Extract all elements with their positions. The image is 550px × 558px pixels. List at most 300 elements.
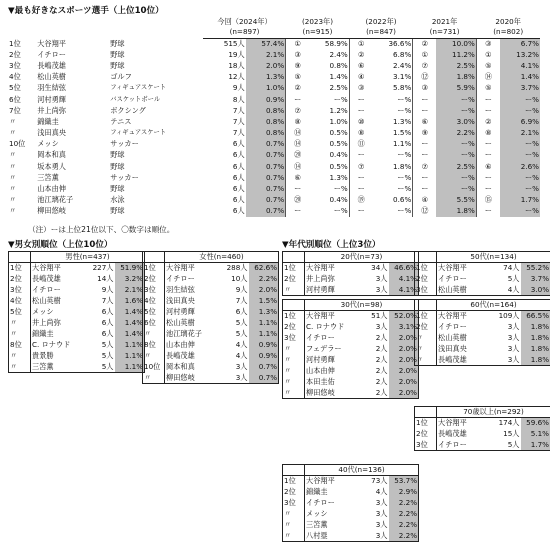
pct-cell: ー%	[397, 150, 412, 160]
rank-cell: 5位	[143, 307, 165, 318]
sport-cell: テニス	[110, 116, 132, 126]
table-row	[283, 487, 419, 498]
pct-cell: 0.5%	[329, 139, 348, 149]
table-row	[415, 333, 550, 344]
pct-cell: 1.3%	[249, 307, 279, 318]
count-cell: 3人	[375, 498, 388, 507]
pct-cell: 0.5%	[329, 161, 348, 171]
name-cell: 羽生結弦	[37, 83, 66, 93]
name-cell: 浅田真央	[166, 296, 195, 305]
pct-cell: 1.1%	[393, 139, 412, 149]
ranking-table	[8, 251, 145, 373]
ranking-table	[142, 251, 279, 384]
pct-cell: 3.1%	[393, 72, 412, 82]
count-cell: 19人	[228, 49, 245, 59]
rank-cell: 3位	[283, 333, 305, 344]
name-cell: 大谷翔平	[32, 263, 61, 273]
pct-cell: ー%	[500, 105, 540, 116]
name-cell: フェデラー	[306, 344, 342, 353]
count-cell: 6人	[232, 139, 245, 149]
rank-circle-cell: ③	[476, 38, 500, 49]
table-row	[8, 139, 540, 150]
pct-cell: 1.5%	[249, 296, 279, 307]
header-blank	[415, 252, 437, 263]
rank-circle-cell: ③	[349, 83, 373, 94]
pct-cell: 10.0%	[436, 38, 476, 49]
rank-cell: 4位	[9, 296, 31, 307]
rank-circle-cell: ー	[476, 150, 500, 161]
ranking-table	[414, 299, 550, 366]
sport-cell: ゴルフ	[110, 72, 132, 82]
pct-cell: 0.7%	[246, 183, 286, 194]
pct-cell: 3.2%	[115, 274, 145, 285]
header-n-current: (n=897)	[203, 27, 285, 38]
rank-circle-cell: ④	[349, 72, 373, 83]
rank-circle-cell: ー	[349, 150, 373, 161]
rank-circle-cell: ー	[413, 139, 437, 150]
rank-cell: 2位	[415, 429, 437, 440]
rank-circle-cell: ③	[286, 49, 310, 60]
sport-cell: バスケットボール	[110, 95, 161, 103]
table-header: 60代(n=164)	[437, 300, 550, 311]
table-row	[283, 498, 419, 509]
pct-cell: 2.1%	[115, 285, 145, 296]
rank-cell: 10位	[9, 139, 26, 149]
name-cell: イチロー	[306, 333, 335, 342]
header-blank	[36, 16, 109, 27]
rank-cell: 1位	[143, 263, 165, 274]
table-row	[283, 366, 419, 377]
pct-cell: 6.7%	[500, 38, 540, 49]
name-cell: 長嶋茂雄	[438, 429, 467, 438]
pct-cell: 0.7%	[246, 150, 286, 161]
count-cell: 7人	[101, 296, 114, 305]
table-row	[8, 206, 540, 217]
pct-cell: 1.7%	[500, 195, 540, 206]
rank-circle-cell: ⑭	[476, 72, 500, 83]
header-blank	[415, 300, 437, 311]
count-cell: 5人	[235, 318, 248, 327]
table-row	[143, 263, 279, 274]
rank-circle-cell: ー	[413, 105, 437, 116]
sport-cell: 野球	[110, 49, 125, 59]
pct-cell: 6.8%	[393, 49, 412, 59]
rank-cell: 1位	[415, 418, 437, 429]
count-cell: 4人	[235, 340, 248, 349]
rank-circle-cell: ⑤	[476, 60, 500, 71]
pct-cell: ー%	[500, 172, 540, 183]
table-header: 50代(n=134)	[437, 252, 550, 263]
name-cell: 錦織圭	[37, 116, 59, 126]
pct-cell: 1.8%	[521, 344, 550, 355]
pct-cell: 2.0%	[389, 333, 419, 344]
pct-cell: ー%	[500, 183, 540, 194]
pct-cell: 11.2%	[436, 49, 476, 60]
rank-cell: 〃	[283, 509, 305, 520]
count-cell: 2人	[375, 366, 388, 375]
count-cell: 51人	[371, 311, 388, 321]
pct-cell: 1.1%	[249, 318, 279, 329]
name-cell: イチロー	[37, 49, 66, 59]
count-cell: 5人	[235, 329, 248, 338]
name-cell: イチロー	[306, 498, 335, 507]
table-row	[9, 285, 145, 296]
name-cell: 長嶋茂雄	[437, 355, 495, 366]
rank-cell: 2位	[283, 322, 305, 333]
pct-cell: 3.1%	[389, 322, 419, 333]
count-cell: 515人	[223, 38, 245, 48]
pct-cell: 4.1%	[500, 60, 540, 71]
pct-cell: 2.0%	[389, 344, 419, 355]
count-cell: 74人	[503, 263, 520, 273]
pct-cell: 0.8%	[246, 116, 286, 127]
name-cell: 岡本和真	[37, 150, 66, 160]
sport-cell: フィギュアスケート	[110, 129, 167, 137]
count-cell: 3人	[375, 322, 388, 331]
sport-cell: 野球	[110, 150, 125, 160]
count-cell: 9人	[232, 83, 245, 93]
count-cell: 7人	[232, 116, 245, 126]
table-row	[9, 362, 145, 373]
rank-cell: 〃	[9, 150, 17, 160]
pct-cell: 0.8%	[246, 128, 286, 139]
pct-cell: 2.5%	[436, 161, 476, 172]
count-cell: 6人	[235, 307, 248, 316]
rank-circle-cell: ⑳	[286, 150, 310, 161]
table-row	[415, 440, 550, 451]
pct-cell: 5.5%	[436, 195, 476, 206]
table-row	[283, 274, 419, 285]
pct-cell: 66.5%	[521, 311, 550, 322]
name-cell: 河村勇輝	[306, 355, 335, 364]
rank-circle-cell: ⑦	[413, 161, 437, 172]
rank-cell: 4位	[9, 72, 21, 82]
rank-cell: 2位	[143, 274, 165, 285]
pct-cell: 0.8%	[329, 60, 348, 70]
rank-cell: 3位	[283, 498, 305, 509]
table-row	[143, 318, 279, 329]
count-cell: 6人	[232, 161, 245, 171]
pct-cell: ー%	[436, 105, 476, 116]
name-cell: 柳田悠岐	[165, 373, 223, 384]
ranking-table	[414, 251, 550, 296]
pct-cell: ー%	[500, 206, 540, 217]
name-cell: イチロー	[438, 322, 467, 331]
pct-cell: 0.6%	[393, 195, 412, 205]
rank-cell: 4位	[143, 296, 165, 307]
count-cell: 4人	[495, 285, 521, 296]
table-row	[9, 274, 145, 285]
table-row	[8, 183, 540, 194]
header-n-2020: (n=802)	[476, 27, 540, 38]
pct-cell: 1.8%	[521, 333, 550, 344]
count-cell: 6人	[101, 318, 114, 327]
count-cell: 6人	[101, 329, 114, 338]
table-row	[9, 307, 145, 318]
rank-cell: 〃	[143, 329, 165, 340]
pct-cell: 0.7%	[249, 362, 279, 373]
pct-cell: 1.8%	[393, 161, 412, 171]
table-row	[143, 373, 279, 384]
rank-circle-cell: ー	[286, 183, 310, 194]
name-cell: 大谷翔平	[166, 263, 195, 273]
table-row	[9, 263, 145, 274]
count-cell: 3人	[375, 274, 388, 283]
rank-circle-cell: ②	[413, 38, 437, 49]
table-row	[283, 311, 419, 322]
pct-cell: 2.0%	[389, 377, 419, 388]
rank-cell: 2位	[283, 274, 305, 285]
name-cell: 山本由伸	[306, 366, 335, 375]
name-cell: 松山英樹	[37, 72, 66, 82]
rank-cell: 〃	[9, 172, 17, 182]
rank-cell: 2位	[415, 274, 437, 285]
name-cell: 松山英樹	[437, 285, 495, 296]
count-cell: 288人	[226, 263, 248, 273]
ranking-table	[282, 464, 419, 542]
pct-cell: 1.8%	[436, 206, 476, 217]
pct-cell: 51.9%	[115, 263, 145, 274]
name-cell: 井上尚弥	[37, 105, 66, 115]
pct-cell: 2.2%	[436, 128, 476, 139]
rank-cell: 〃	[283, 388, 305, 399]
count-cell: 5人	[89, 362, 115, 373]
count-cell: 6人	[232, 184, 245, 194]
rank-cell: 〃	[143, 351, 165, 362]
count-cell: 3人	[507, 344, 520, 353]
pct-cell: 1.4%	[329, 72, 348, 82]
table-row	[283, 531, 419, 542]
table-row	[8, 38, 540, 49]
pct-cell: ー%	[436, 172, 476, 183]
rank-circle-cell: ー	[349, 183, 373, 194]
table-row	[415, 418, 550, 429]
rank-cell: 1位	[283, 311, 305, 322]
rank-cell: 〃	[9, 318, 31, 329]
pct-cell: ー%	[397, 105, 412, 115]
rank-cell: 3位	[415, 285, 437, 296]
table-row	[9, 340, 145, 351]
pct-cell: 2.5%	[329, 83, 348, 93]
pct-cell: 0.7%	[246, 161, 286, 172]
sport-cell: 野球	[110, 184, 125, 194]
pct-cell: 2.5%	[436, 60, 476, 71]
rank-circle-cell: ⑦	[413, 60, 437, 71]
table-row	[283, 263, 419, 274]
rank-cell: 〃	[9, 362, 31, 373]
table-row	[415, 429, 550, 440]
table-row	[283, 355, 419, 366]
pct-cell: 1.7%	[521, 440, 550, 451]
name-cell: 錦織圭	[32, 329, 54, 338]
header-n-2022: (n=847)	[349, 27, 413, 38]
table-row	[415, 344, 550, 355]
table-row	[415, 311, 550, 322]
rank-circle-cell: ⑮	[476, 195, 500, 206]
table-row	[283, 476, 419, 487]
rank-cell: 1位	[283, 263, 305, 274]
pct-cell: 2.0%	[389, 366, 419, 377]
pct-cell: 1.2%	[329, 105, 348, 115]
rank-circle-cell: ⑥	[476, 161, 500, 172]
rank-cell: 〃	[283, 377, 305, 388]
pct-cell: 1.0%	[246, 83, 286, 94]
rank-circle-cell: ー	[413, 172, 437, 183]
rank-circle-cell: ー	[476, 139, 500, 150]
pct-cell: 57.4%	[246, 38, 286, 49]
pct-cell: 1.6%	[115, 296, 145, 307]
pct-cell: 1.1%	[115, 351, 145, 362]
pct-cell: 2.4%	[393, 60, 412, 70]
rank-cell: 2位	[9, 49, 21, 59]
rank-circle-cell: ④	[413, 195, 437, 206]
name-cell: 河村勇輝	[305, 285, 363, 296]
pct-cell: 59.6%	[521, 418, 550, 429]
rank-cell: 〃	[415, 333, 437, 344]
table-row	[415, 355, 550, 366]
name-cell: 山本由伸	[37, 184, 66, 194]
pct-cell: 2.0%	[246, 60, 286, 71]
count-cell: 5人	[507, 274, 520, 283]
rank-cell: 〃	[9, 161, 17, 171]
rank-circle-cell: ②	[286, 83, 310, 94]
sport-cell: 野球	[110, 161, 125, 171]
rank-circle-cell: ー	[476, 172, 500, 183]
rank-cell: 8位	[143, 340, 165, 351]
rank-circle-cell: ②	[476, 116, 500, 127]
rank-circle-cell: ①	[413, 49, 437, 60]
rank-cell: 1位	[415, 311, 437, 322]
rank-circle-cell: ⑤	[476, 83, 500, 94]
header-blank	[283, 300, 305, 311]
header-blank	[283, 465, 305, 476]
rank-circle-cell: ⑦	[286, 105, 310, 116]
name-cell: 河村勇輝	[37, 94, 66, 104]
rank-cell: 2位	[283, 487, 305, 498]
table-row	[8, 195, 540, 206]
rank-circle-cell: ー	[476, 94, 500, 105]
header-blank	[8, 27, 36, 38]
rank-cell: 6位	[9, 94, 21, 104]
rank-cell: 2位	[415, 322, 437, 333]
name-cell: 大谷翔平	[438, 418, 467, 428]
count-cell: 6人	[232, 172, 245, 182]
pct-cell: ー%	[436, 150, 476, 161]
sport-cell: 野球	[110, 38, 125, 48]
rank-circle-cell: ②	[349, 49, 373, 60]
rank-circle-cell: ⑫	[413, 206, 437, 217]
rank-cell: 〃	[9, 128, 17, 138]
count-cell: 4人	[235, 351, 248, 360]
rank-circle-cell: ⑦	[349, 161, 373, 172]
count-cell: 227人	[92, 263, 114, 273]
count-cell: 2人	[375, 377, 388, 386]
count-cell: 7人	[232, 105, 245, 115]
count-cell: 12人	[228, 72, 245, 82]
pct-cell: 2.4%	[329, 49, 348, 59]
rank-circle-cell: ⑭	[286, 139, 310, 150]
count-cell: 9人	[235, 285, 248, 294]
count-cell: 6人	[232, 195, 245, 205]
pct-cell: 0.7%	[246, 206, 286, 217]
rank-circle-cell: ー	[286, 94, 310, 105]
count-cell: 14人	[97, 274, 114, 283]
name-cell: 柳田悠岐	[305, 388, 363, 399]
rank-cell: 5位	[9, 307, 31, 318]
name-cell: 河村勇輝	[166, 307, 195, 316]
sport-cell: 野球	[110, 206, 125, 216]
pct-cell: ー%	[436, 139, 476, 150]
rank-circle-cell: ⑭	[286, 128, 310, 139]
name-cell: C. ロナウド	[306, 322, 345, 331]
name-cell: 羽生結弦	[166, 285, 195, 294]
rank-circle-cell: ⑥	[413, 116, 437, 127]
count-cell: 2人	[375, 355, 388, 364]
gender-title: ▼男女別順位（上位10位）	[8, 240, 113, 250]
header-blank	[36, 27, 109, 38]
pct-cell: 5.9%	[436, 83, 476, 94]
name-cell: 貴景勝	[32, 351, 54, 360]
table-row	[8, 161, 540, 172]
name-cell: イチロー	[166, 274, 195, 283]
pct-cell: 2.2%	[389, 509, 419, 520]
table-header: 40代(n=136)	[305, 465, 419, 476]
ranking-table	[282, 251, 419, 296]
rank-circle-cell: ー	[349, 172, 373, 183]
pct-cell: ー%	[397, 172, 412, 182]
name-cell: 浅田真央	[438, 344, 467, 353]
name-cell: 長嶋茂雄	[37, 60, 66, 70]
name-cell: 長嶋茂雄	[32, 274, 61, 283]
name-cell: 錦織圭	[306, 487, 328, 496]
name-cell: 松山英樹	[166, 318, 195, 327]
name-cell: メッシ	[32, 307, 54, 316]
pct-cell: ー%	[333, 184, 348, 194]
pct-cell: 2.2%	[249, 274, 279, 285]
pct-cell: 52.0%	[389, 311, 419, 322]
pct-cell: 13.2%	[500, 49, 540, 60]
count-cell: 73人	[371, 476, 388, 486]
rank-circle-cell: ⑫	[413, 72, 437, 83]
name-cell: 三笘薫	[306, 520, 328, 529]
pct-cell: 3.0%	[521, 285, 550, 296]
rank-circle-cell: ⑥	[349, 60, 373, 71]
pct-cell: 62.6%	[249, 263, 279, 274]
name-cell: 長嶋茂雄	[166, 351, 195, 360]
rank-cell: 〃	[9, 206, 17, 216]
rank-circle-cell: ⑭	[286, 161, 310, 172]
name-cell: 八村塁	[305, 531, 363, 542]
rank-circle-cell: ー	[413, 183, 437, 194]
rank-circle-cell: ー	[286, 206, 310, 217]
table-row	[8, 172, 540, 183]
rank-cell: 1位	[283, 476, 305, 487]
rank-circle-cell: ー	[413, 150, 437, 161]
name-cell: 岡本和真	[166, 362, 195, 371]
sport-cell: サッカー	[110, 139, 139, 149]
count-cell: 10人	[231, 274, 248, 283]
pct-cell: 2.2%	[389, 520, 419, 531]
header-n-2023: (n=915)	[286, 27, 350, 38]
table-row	[8, 128, 540, 139]
name-cell: 井上尚弥	[32, 318, 61, 327]
pct-cell: 1.3%	[246, 72, 286, 83]
pct-cell: 58.9%	[324, 38, 348, 48]
rank-circle-cell: ⑧	[286, 116, 310, 127]
table-row	[9, 296, 145, 307]
pct-cell: 2.1%	[246, 49, 286, 60]
count-cell: 34人	[371, 263, 388, 273]
